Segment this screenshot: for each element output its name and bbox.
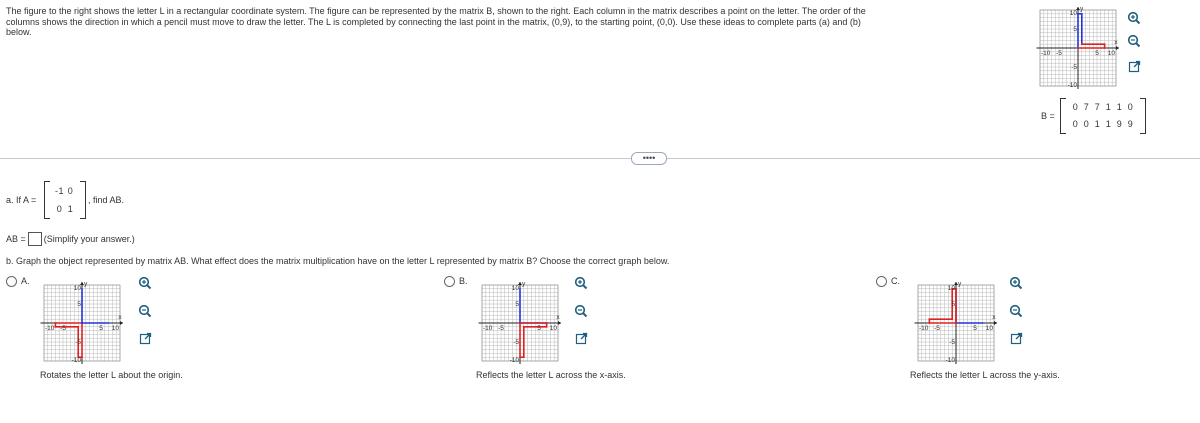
tick-label: -5: [934, 325, 940, 332]
tick-label: -10: [45, 325, 55, 332]
matrix-b-cell: 7: [1083, 102, 1090, 112]
option-b-graph[interactable]: [478, 281, 562, 365]
option-b-radio[interactable]: [444, 276, 455, 287]
tick-label: 10: [1069, 10, 1077, 17]
tick-label: 5: [1073, 26, 1077, 33]
tick-label: 10: [947, 285, 955, 292]
matrix-b-label: B =: [1041, 111, 1055, 121]
part-a-suffix: , find AB.: [88, 195, 125, 205]
matrix-b-cell: 1: [1105, 119, 1112, 129]
x-axis-arrow: [558, 321, 561, 325]
x-axis-label: x: [118, 314, 122, 321]
zoom-out-icon[interactable]: [137, 303, 153, 319]
tick-label: 10: [73, 285, 81, 292]
matrix-b-cell: 0: [1072, 119, 1079, 129]
matrix-b-cell: 1: [1105, 102, 1112, 112]
external-link-icon[interactable]: [1008, 330, 1024, 346]
tick-label: 10: [1107, 50, 1115, 57]
tick-label: -5: [949, 339, 955, 346]
option-a-graph[interactable]: [40, 281, 124, 365]
option-a-graph-svg: [40, 281, 124, 365]
matrix-a: [44, 181, 86, 219]
matrix-b-cell: 7: [1094, 102, 1101, 112]
problem-statement: The figure to the right shows the letter L in a rectangular coordinate system. The figure can be represented by the matrix B, shown to the right. Each column in the matrix describes a point on the letter. The order of the columns shows the direction in which a pencil must move to draw the letter. The L is completed by connecting the last point in the matrix, (0,9), to the starting point, (0,0). Use these ideas to complete parts (a) and (b) below.: [6, 6, 866, 37]
grid: [1037, 6, 1120, 89]
answer-input[interactable]: [28, 232, 42, 246]
option-c-caption: Reflects the letter L across the y-axis.: [910, 370, 1060, 380]
option-a-letter: A.: [21, 276, 30, 286]
x-axis-label: x: [992, 314, 996, 321]
tick-label: 5: [99, 325, 103, 332]
tick-label: -10: [945, 357, 955, 364]
answer-label: AB =: [6, 234, 26, 244]
external-link-icon[interactable]: [573, 330, 589, 346]
zoom-in-icon[interactable]: [1126, 10, 1142, 26]
tick-label: -5: [498, 325, 504, 332]
tick-label: -10: [919, 325, 929, 332]
tick-label: -5: [513, 339, 519, 346]
tick-label: -5: [75, 339, 81, 346]
option-a-radio[interactable]: [6, 276, 17, 287]
matrix-a-cell: 0: [56, 203, 63, 214]
zoom-in-icon[interactable]: [1008, 275, 1024, 291]
option-c-graph[interactable]: [914, 281, 998, 365]
tick-label: 5: [77, 301, 81, 308]
x-axis-arrow: [994, 321, 997, 325]
reference-graph-svg: [1036, 6, 1120, 90]
x-axis-arrow: [1116, 46, 1119, 50]
option-b-letter: B.: [459, 276, 468, 286]
tick-label: -5: [60, 325, 66, 332]
matrix-b-cell: 0: [1072, 102, 1079, 112]
external-link-icon[interactable]: [137, 330, 153, 346]
tick-label: 10: [111, 325, 119, 332]
tick-label: 5: [1095, 50, 1099, 57]
matrix-b-right-bracket: [1140, 98, 1146, 134]
option-b-graph-svg: [478, 281, 562, 365]
matrix-b-cell: 1: [1116, 102, 1123, 112]
section-divider: [0, 158, 1200, 159]
tick-label: -10: [483, 325, 493, 332]
tick-label: 5: [515, 301, 519, 308]
tick-label: -5: [1071, 64, 1077, 71]
matrix-b-cell: 0: [1083, 119, 1090, 129]
matrix-a-right-bracket: [80, 181, 86, 219]
matrix-a-cell: 0: [67, 185, 74, 196]
option-c-graph-svg: [914, 281, 998, 365]
tick-label: -10: [1041, 50, 1051, 57]
x-axis-label: x: [556, 314, 560, 321]
expand-more-button[interactable]: ••••: [631, 152, 667, 165]
option-a-caption: Rotates the letter L about the origin.: [40, 370, 183, 380]
matrix-a-cell: -1: [54, 185, 64, 196]
answer-row: [6, 232, 135, 246]
zoom-out-icon[interactable]: [1008, 303, 1024, 319]
tick-label: 5: [951, 301, 955, 308]
part-b-prompt: b. Graph the object represented by matrix AB. What effect does the matrix multiplication have on the letter L represented by matrix B? Choose the correct graph below.: [6, 256, 670, 266]
part-a-prefix: a. If A =: [6, 195, 37, 205]
x-axis-label: x: [1114, 39, 1118, 46]
zoom-out-icon[interactable]: [573, 303, 589, 319]
tick-label: 5: [537, 325, 541, 332]
tick-label: -10: [509, 357, 519, 364]
y-axis-label: y: [84, 281, 88, 288]
tick-label: 10: [511, 285, 519, 292]
tick-label: -5: [1056, 50, 1062, 57]
y-axis-label: y: [1080, 6, 1084, 13]
external-link-icon[interactable]: [1126, 58, 1142, 74]
matrix-b-cell: 1: [1094, 119, 1101, 129]
zoom-in-icon[interactable]: [573, 275, 589, 291]
option-b-caption: Reflects the letter L across the x-axis.: [476, 370, 626, 380]
option-c-radio[interactable]: [876, 276, 887, 287]
matrix-a-cell: 1: [67, 203, 74, 214]
matrix-b-cell: 0: [1127, 102, 1134, 112]
y-axis-label: y: [958, 281, 962, 288]
y-axis-label: y: [522, 281, 526, 288]
tick-label: -10: [1067, 82, 1077, 89]
tick-label: -10: [71, 357, 81, 364]
zoom-in-icon[interactable]: [137, 275, 153, 291]
reference-graph: [1036, 6, 1120, 90]
tick-label: 5: [973, 325, 977, 332]
answer-hint: (Simplify your answer.): [43, 234, 135, 244]
tick-label: 10: [549, 325, 557, 332]
option-c-letter: C.: [891, 276, 900, 286]
zoom-out-icon[interactable]: [1126, 33, 1142, 49]
matrix-b-cell: 9: [1127, 119, 1134, 129]
tick-label: 10: [985, 325, 993, 332]
x-axis-arrow: [120, 321, 123, 325]
matrix-b-cell: 9: [1116, 119, 1123, 129]
matrix-b: [1060, 98, 1146, 134]
